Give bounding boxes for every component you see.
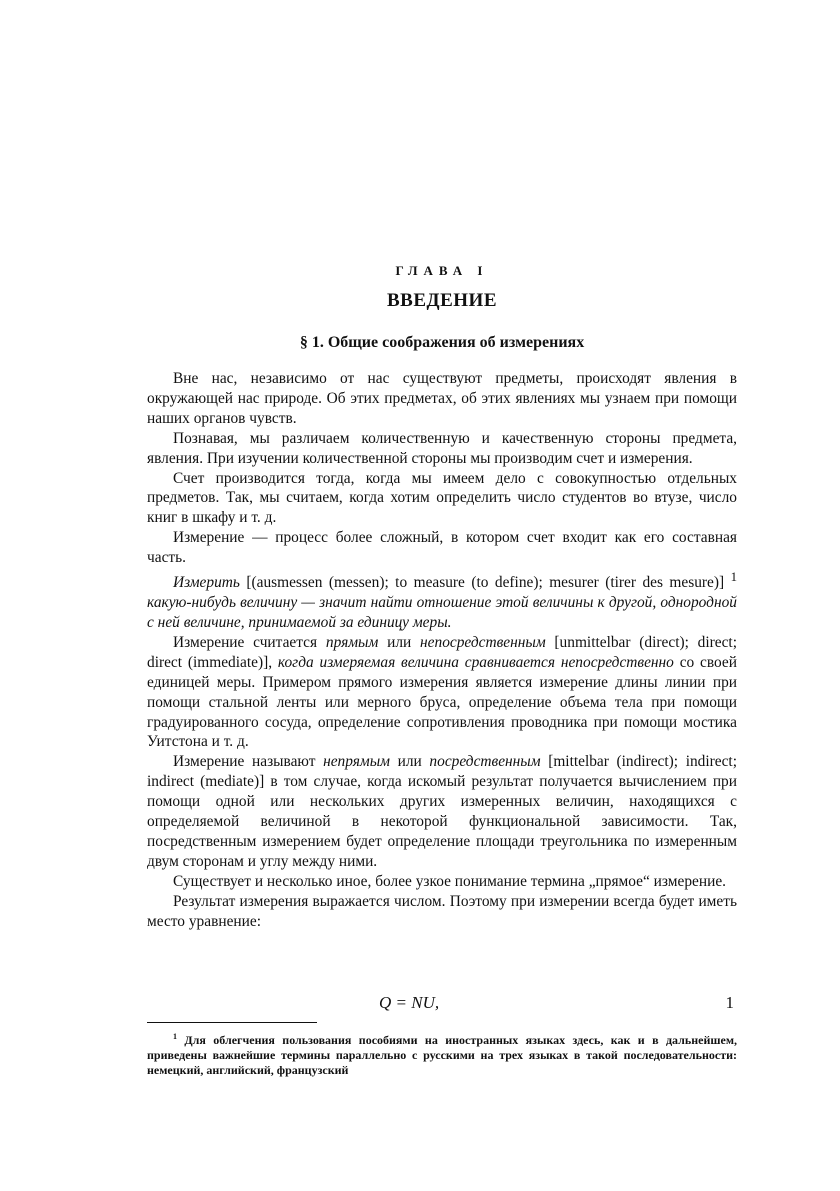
paragraph: Результат измерения выражается числом. Поэтому при измерении всегда будет иметь место уравнение: [147, 892, 737, 930]
term-immediate: непосредственным [420, 633, 546, 651]
term-indirect: непрямым [323, 753, 390, 771]
paragraph: Познавая, мы различаем количественную и качественную стороны предмета, явления. При изучении количественной стороны мы производим счет и измерения. [147, 429, 737, 467]
definition-paragraph [147, 568, 737, 633]
footnote-mark: 1 [730, 570, 737, 585]
paragraph: Вне нас, независимо от нас существуют предметы, происходят явления в окружающей нас природе. Об этих предметах, об этих явлениях мы узнаем при помощи наших органов чувств. [147, 370, 737, 427]
direct-measurement-paragraph [147, 633, 737, 752]
body-text [147, 369, 737, 932]
text-span: со своей единицей меры. Примером прямого измерения является измерение длины линии при помощи стальной ленты или мерного бруса, определение объема тела при помощи градуированного сосуда, определение сопротивления проводника при помощи мостика Уитстона и т. д. [147, 653, 737, 751]
text-span: или [378, 633, 421, 651]
equation-formula: Q = NU, [379, 993, 440, 1012]
chapter-title: ВВЕДЕНИЕ [387, 290, 497, 311]
text-span: или [389, 753, 430, 771]
equation [147, 991, 737, 1013]
chapter-label: ГЛАВА I [395, 263, 489, 278]
section-heading: § 1. Общие соображения об измерениях [299, 334, 585, 351]
footnote [147, 1029, 737, 1079]
term-mediate: посредственным [429, 753, 541, 771]
term-measure: Измерить [173, 574, 240, 592]
translations: [(ausmessen (messen); to measure (to define); mesurer (tirer des mesure)] [239, 574, 731, 592]
paragraph: Измерение — процесс более сложный, в котором счет входит как его составная часть. [147, 529, 737, 567]
text-span: [mittelbar (indirect); indirect; indirect (mediate)] в том случае, когда искомый результат получается вычислением при помощи одной или нескольких других измеренных величин, находящихся с определяемой величиной в некоторой функциональной зависимости. Так, посредственным измерением будет определение площади треугольника по измеренным двум сторонам и углу между ними. [147, 753, 737, 870]
term-direct: прямым [325, 633, 379, 651]
text-span: Измерение называют [173, 753, 324, 771]
paragraph: Счет производится тогда, когда мы имеем дело с совокупностью отдельных предметов. Так, мы считаем, когда хотим определить число студентов во втузе, число книг в шкафу и т. д. [147, 469, 737, 527]
footnote-text: Для облегчения пользования пособиями на иностранных языках здесь, как и в дальнейшем, приведены важнейшие термины параллельно с русскими на трех языках в такой последовательности: немецкий, английский, французский [147, 1033, 737, 1078]
definition-text: какую-нибудь величину — значит найти отношение этой величины к другой, однородной с ней величине, принимаемой за единицу меры. [147, 594, 737, 631]
translations: [unmittelbar (direct); direct; direct (immediate)], [147, 633, 737, 671]
paragraph: Существует и несколько иное, более узкое понимание термина „прямое“ измерение. [173, 872, 727, 890]
footnote-mark: 1 [173, 1032, 177, 1041]
equation-number: 1 [725, 993, 734, 1012]
footnote-rule [147, 1022, 317, 1023]
emphasis: когда измеряемая величина сравнивается непосредственно [277, 653, 674, 671]
text-span: Измерение считается [173, 633, 326, 651]
indirect-measurement-paragraph [147, 752, 737, 871]
